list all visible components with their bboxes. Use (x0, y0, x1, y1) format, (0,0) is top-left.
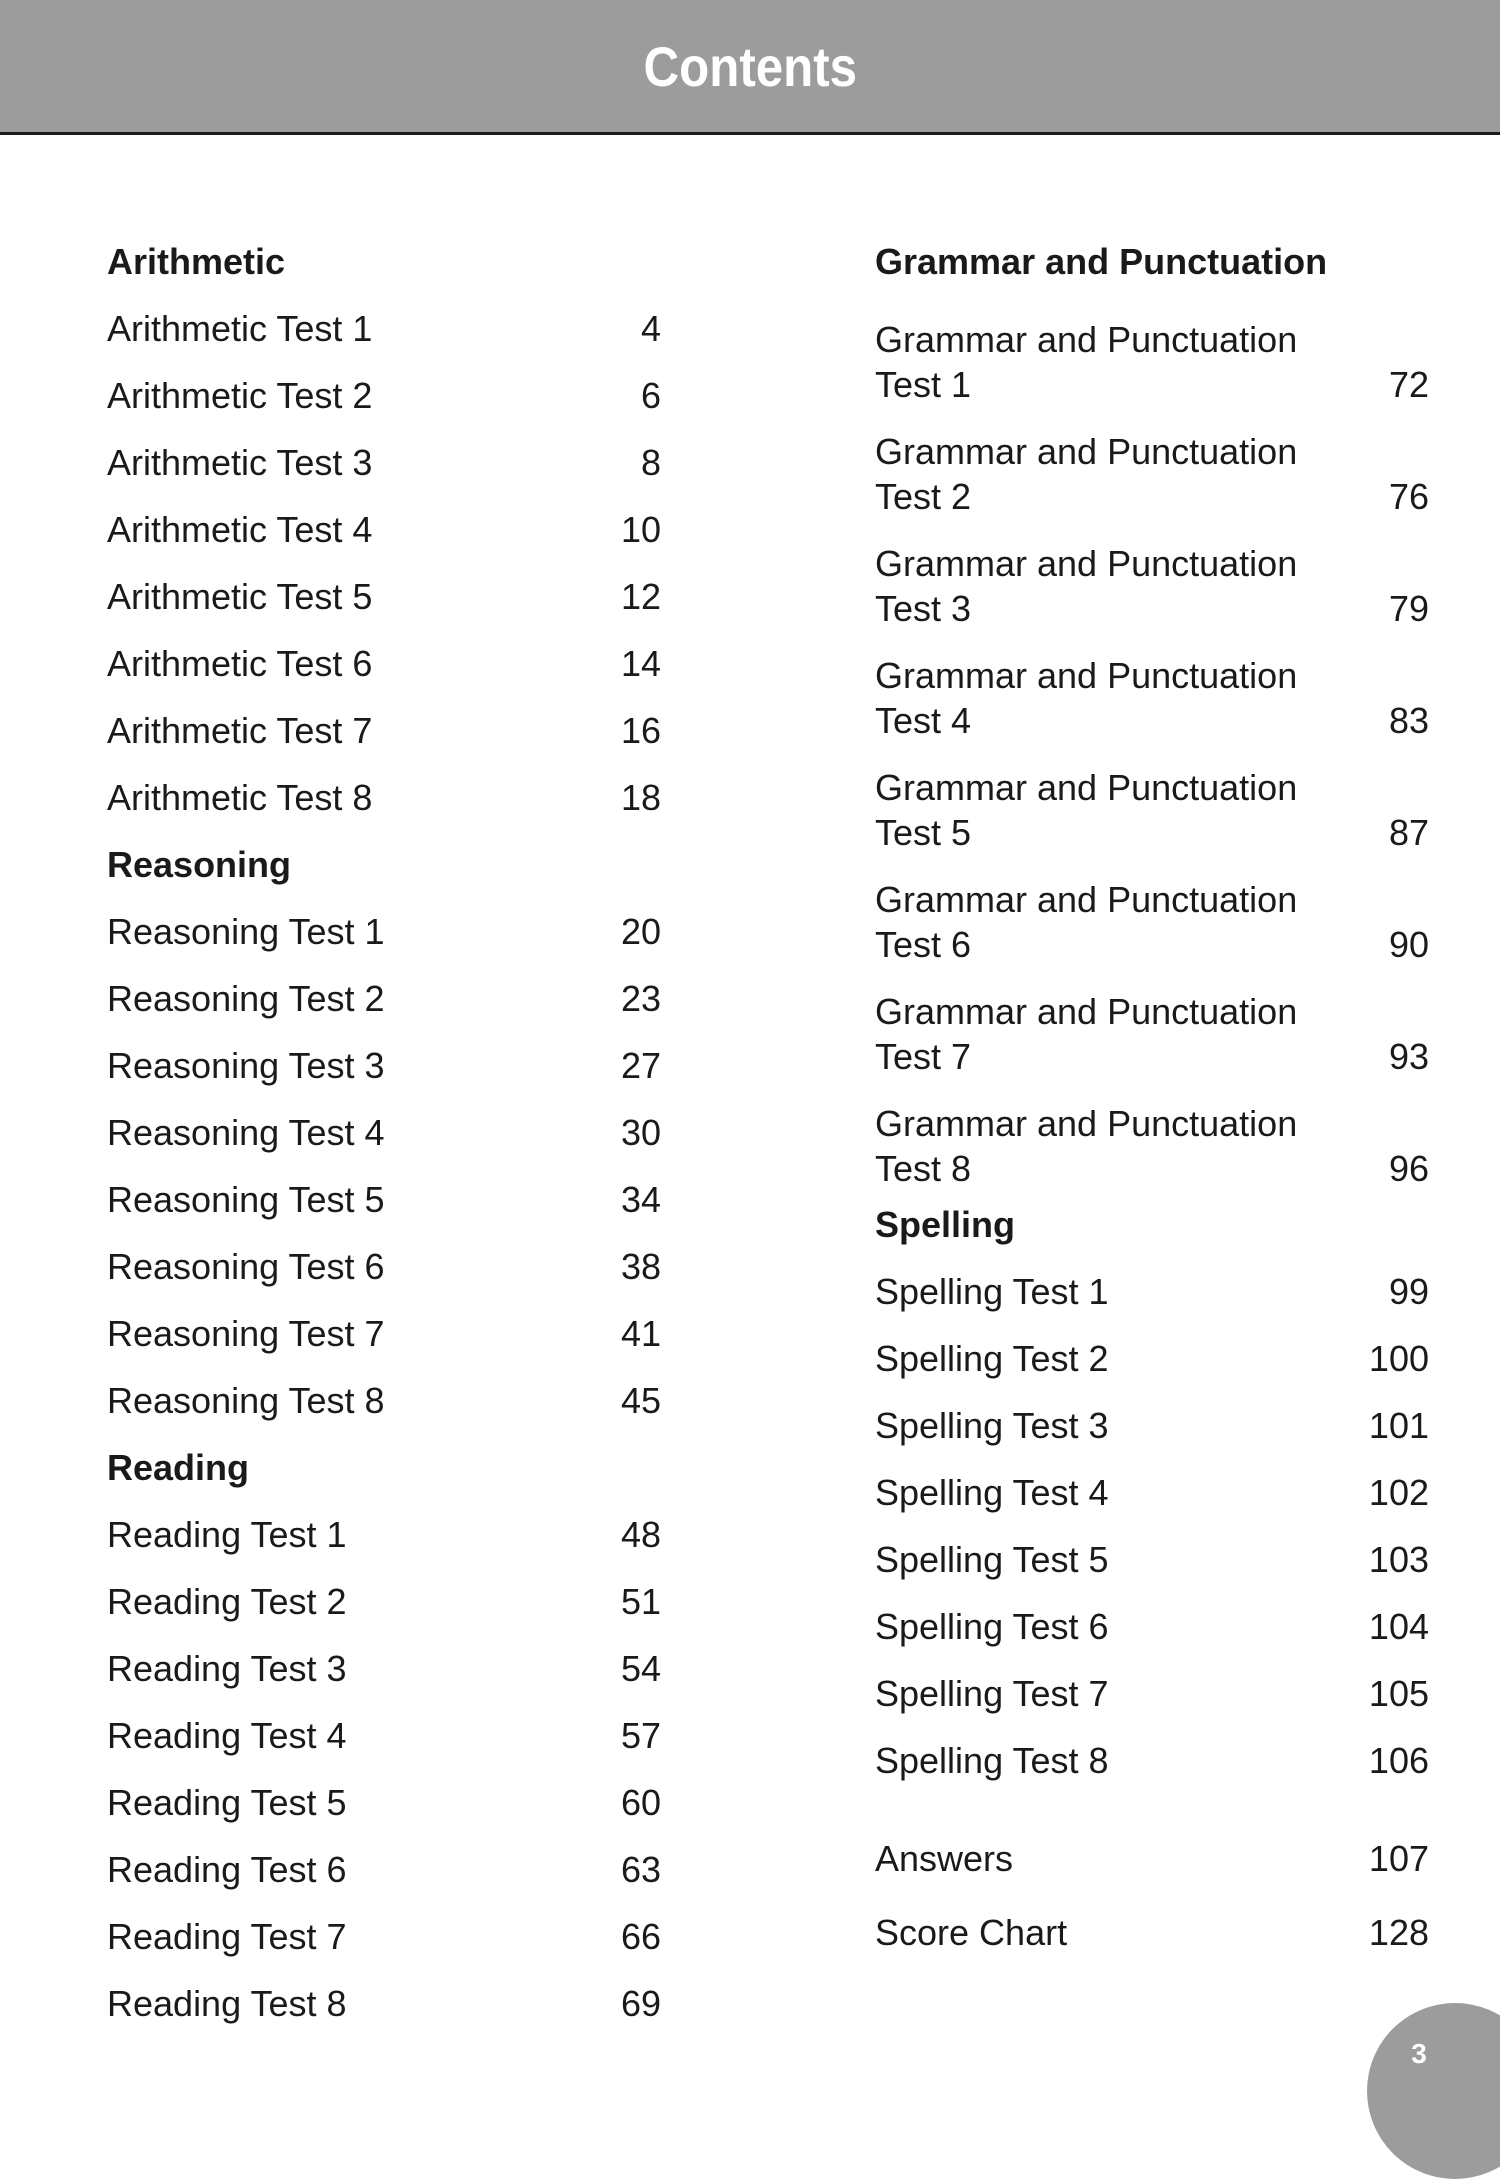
entry-label: Spelling Test 2 (875, 1338, 1109, 1379)
toc-entry[interactable] (875, 1727, 1429, 1794)
page-header-banner (0, 0, 1500, 135)
toc-entry[interactable] (107, 496, 661, 563)
contents-right-column (875, 228, 1429, 1970)
entry-page-number: 76 (1388, 476, 1429, 517)
entry-label: Reading Test 5 (107, 1782, 347, 1823)
entry-page-number: 107 (1368, 1838, 1429, 1879)
entry-label: Reasoning Test 7 (107, 1313, 385, 1354)
toc-entry[interactable] (107, 697, 661, 764)
toc-entry[interactable] (107, 1367, 661, 1434)
toc-entry[interactable] (107, 1099, 661, 1166)
entry-label: Spelling Test 5 (875, 1539, 1109, 1580)
entry-page-number: 96 (1388, 1148, 1429, 1189)
entry-label: Spelling Test 6 (875, 1606, 1109, 1647)
toc-entry[interactable] (107, 898, 661, 965)
entry-label: Reasoning Test 5 (107, 1179, 385, 1220)
entry-page-number: 45 (620, 1380, 661, 1421)
entry-label: Spelling Test 3 (875, 1405, 1109, 1446)
section-spacer (875, 1794, 1429, 1822)
entry-page-number: 16 (620, 710, 661, 751)
toc-entry[interactable] (875, 1526, 1429, 1593)
toc-entry[interactable] (875, 1660, 1429, 1727)
entry-label: Reading Test 8 (107, 1983, 347, 2024)
entry-label: Reading Test 1 (107, 1514, 347, 1555)
entry-label: Spelling Test 4 (875, 1472, 1109, 1513)
entry-page-number: 103 (1368, 1539, 1429, 1580)
toc-entry[interactable] (875, 1258, 1429, 1325)
entry-page-number: 90 (1388, 924, 1429, 965)
contents-left-column (107, 228, 661, 2037)
entry-page-number: 23 (620, 978, 661, 1019)
entry-page-number: 69 (620, 1983, 661, 2024)
toc-entry[interactable] (107, 1501, 661, 1568)
toc-entry-answers[interactable] (875, 1822, 1429, 1896)
entry-label: Answers (875, 1838, 1014, 1879)
entry-page-number: 60 (620, 1782, 661, 1823)
entry-page-number: 6 (640, 375, 661, 416)
entry-page-number: 18 (620, 777, 661, 818)
entry-label: Score Chart (875, 1912, 1068, 1953)
entry-page-number: 10 (620, 509, 661, 550)
toc-entry[interactable] (875, 1593, 1429, 1660)
entry-page-number: 72 (1388, 364, 1429, 405)
toc-entry[interactable] (107, 1970, 661, 2037)
entry-label: Reasoning Test 6 (107, 1246, 385, 1287)
entry-label: Reasoning Test 4 (107, 1112, 385, 1153)
entry-page-number: 83 (1388, 700, 1429, 741)
toc-entry[interactable] (875, 295, 1429, 407)
entry-page-number: 4 (640, 308, 661, 349)
toc-entry[interactable] (107, 630, 661, 697)
toc-entry-score-chart[interactable] (875, 1896, 1429, 1970)
entry-label: Reading Test 3 (107, 1648, 347, 1689)
entry-label: Arithmetic Test 6 (107, 643, 373, 684)
toc-entry[interactable] (107, 563, 661, 630)
entry-page-number: 57 (620, 1715, 661, 1756)
entry-label: Reading Test 7 (107, 1916, 347, 1957)
entry-label: Reasoning Test 3 (107, 1045, 385, 1086)
entry-page-number: 93 (1388, 1036, 1429, 1077)
entry-label: Grammar and Punctuation Test 7 (875, 991, 1298, 1077)
entry-page-number: 12 (620, 576, 661, 617)
section-heading-reasoning: Reasoning (107, 844, 292, 885)
toc-entry[interactable] (107, 362, 661, 429)
entry-label: Spelling Test 8 (875, 1740, 1109, 1781)
entry-page-number: 38 (620, 1246, 661, 1287)
entry-page-number: 48 (620, 1514, 661, 1555)
entry-label: Spelling Test 1 (875, 1271, 1109, 1312)
toc-entry[interactable] (107, 295, 661, 362)
toc-entry[interactable] (875, 1325, 1429, 1392)
page-title: Contents (643, 34, 857, 98)
toc-entry[interactable] (107, 1300, 661, 1367)
entry-label: Grammar and Punctuation Test 5 (875, 767, 1298, 853)
entry-label: Grammar and Punctuation Test 3 (875, 543, 1298, 629)
entry-page-number: 101 (1368, 1405, 1429, 1446)
toc-entry[interactable] (875, 1459, 1429, 1526)
section-heading-arithmetic: Arithmetic (107, 241, 286, 282)
toc-entry[interactable] (107, 1568, 661, 1635)
entry-page-number: 104 (1368, 1606, 1429, 1647)
section-heading-reading: Reading (107, 1447, 250, 1488)
entry-page-number: 41 (620, 1313, 661, 1354)
entry-page-number: 63 (620, 1849, 661, 1890)
entry-page-number: 105 (1368, 1673, 1429, 1714)
entry-label: Arithmetic Test 8 (107, 777, 373, 818)
entry-label: Arithmetic Test 2 (107, 375, 373, 416)
entry-page-number: 8 (640, 442, 661, 483)
entry-page-number: 102 (1368, 1472, 1429, 1513)
entry-label: Reading Test 2 (107, 1581, 347, 1622)
entry-label: Spelling Test 7 (875, 1673, 1109, 1714)
entry-page-number: 99 (1388, 1271, 1429, 1312)
entry-page-number: 66 (620, 1916, 661, 1957)
toc-entry[interactable] (875, 519, 1429, 631)
entry-label: Arithmetic Test 4 (107, 509, 373, 550)
entry-page-number: 30 (620, 1112, 661, 1153)
entry-page-number: 20 (620, 911, 661, 952)
toc-entry[interactable] (107, 1166, 661, 1233)
entry-page-number: 27 (620, 1045, 661, 1086)
toc-entry[interactable] (107, 1836, 661, 1903)
entry-label: Reading Test 6 (107, 1849, 347, 1890)
entry-label: Grammar and Punctuation Test 4 (875, 655, 1298, 741)
entry-label: Grammar and Punctuation Test 6 (875, 879, 1298, 965)
toc-entry[interactable] (107, 1702, 661, 1769)
section-heading-spelling: Spelling (875, 1204, 1016, 1245)
entry-label: Arithmetic Test 5 (107, 576, 373, 617)
toc-entry[interactable] (875, 1079, 1429, 1191)
toc-entry[interactable] (875, 967, 1429, 1079)
entry-label: Arithmetic Test 7 (107, 710, 373, 751)
entry-page-number: 54 (620, 1648, 661, 1689)
toc-entry[interactable] (107, 1635, 661, 1702)
entry-label: Arithmetic Test 1 (107, 308, 373, 349)
entry-page-number: 106 (1368, 1740, 1429, 1781)
toc-entry[interactable] (875, 631, 1429, 743)
entry-label: Reasoning Test 2 (107, 978, 385, 1019)
entry-page-number: 14 (620, 643, 661, 684)
toc-entry[interactable] (875, 1392, 1429, 1459)
entry-label: Grammar and Punctuation Test 2 (875, 431, 1298, 517)
entry-page-number: 34 (620, 1179, 661, 1220)
entry-page-number: 100 (1368, 1338, 1429, 1379)
entry-label: Reasoning Test 8 (107, 1380, 385, 1421)
toc-entry[interactable] (107, 429, 661, 496)
toc-entry[interactable] (875, 743, 1429, 855)
toc-entry[interactable] (875, 855, 1429, 967)
entry-page-number: 87 (1388, 812, 1429, 853)
toc-entry[interactable] (107, 764, 661, 831)
entry-label: Arithmetic Test 3 (107, 442, 373, 483)
toc-entry[interactable] (107, 1032, 661, 1099)
entry-label: Reasoning Test 1 (107, 911, 385, 952)
toc-entry[interactable] (107, 1769, 661, 1836)
toc-entry[interactable] (875, 407, 1429, 519)
page-number-tab (1367, 2003, 1500, 2179)
toc-entry[interactable] (107, 1233, 661, 1300)
toc-entry[interactable] (107, 965, 661, 1032)
entry-page-number: 79 (1388, 588, 1429, 629)
entry-page-number: 51 (620, 1581, 661, 1622)
toc-entry[interactable] (107, 1903, 661, 1970)
page-number: 3 (1411, 2038, 1427, 2069)
section-heading-grammar-and-punctuation: Grammar and Punctuation (875, 241, 1328, 282)
entry-label: Grammar and Punctuation Test 8 (875, 1103, 1298, 1189)
entry-label: Grammar and Punctuation Test 1 (875, 319, 1298, 405)
entry-page-number: 128 (1368, 1912, 1429, 1953)
entry-label: Reading Test 4 (107, 1715, 347, 1756)
